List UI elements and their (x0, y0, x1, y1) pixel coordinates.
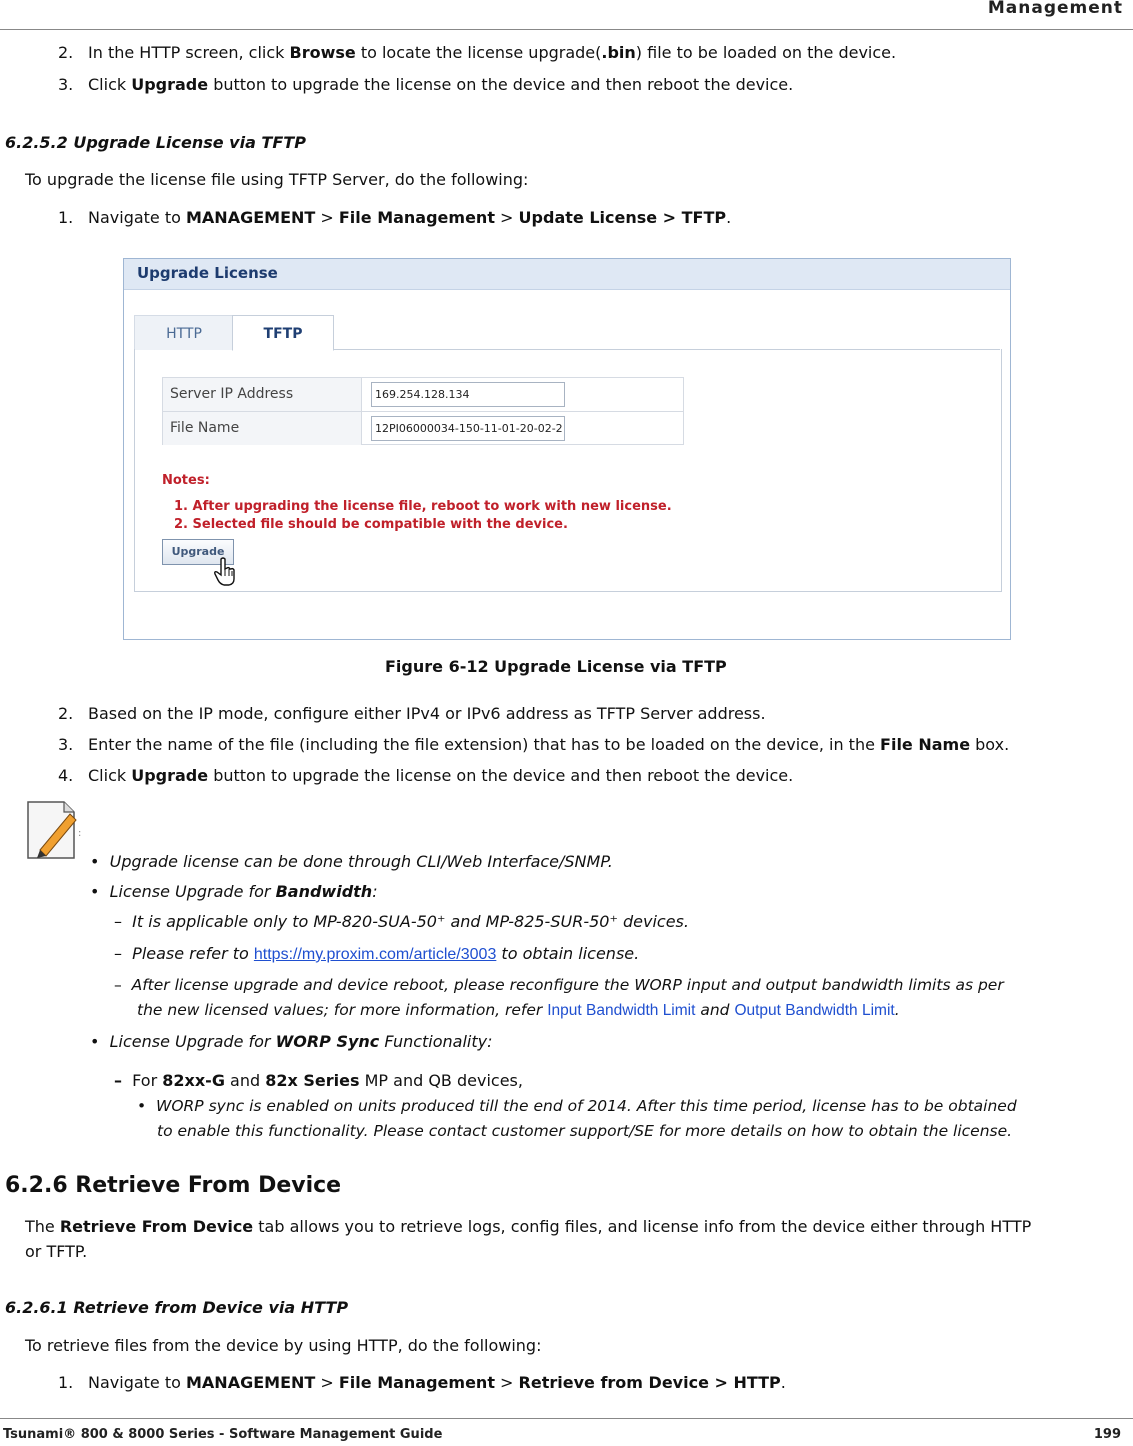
form-row-server-ip (163, 378, 683, 411)
tab-http[interactable]: HTTP (134, 315, 234, 350)
server-ip-label: Server IP Address (170, 386, 294, 402)
note-pencil-icon (26, 800, 82, 860)
hand-cursor-icon (214, 557, 236, 587)
file-name-label: File Name (170, 420, 240, 436)
proxim-license-link[interactable]: https://my.proxim.com/article/3003 (253, 946, 497, 963)
upgrade-button[interactable]: Upgrade (162, 539, 234, 565)
note-bullet-3: • License Upgrade for WORP Sync Functionality: (90, 1032, 493, 1051)
page-header-title: Management (987, 0, 1123, 18)
step-2-browse: 2. In the HTTP screen, click Browse to locate the license upgrade(.bin) file to be loaded on the device. (58, 43, 897, 62)
svg-text::: : (78, 828, 82, 839)
note-item-1: 1. After upgrading the license file, reboot to work with new license. (174, 499, 672, 514)
figure-caption: Figure 6-12 Upgrade License via TFTP (385, 657, 727, 676)
tab-tftp[interactable]: TFTP (232, 315, 334, 351)
header-divider (0, 29, 1133, 30)
tftp-intro: To upgrade the license file using TFTP Server, do the following: (25, 170, 529, 189)
note-dash-3-line2: the new licensed values; for more information, refer Input Bandwidth Limit and Output Bandwidth Limit. (137, 1001, 900, 1019)
note-dash-4: – For 82xx-G and 82x Series MP and QB devices, (114, 1071, 523, 1090)
notes-title: Notes: (162, 473, 210, 488)
section-heading-retrieve-http: 6.2.6.1 Retrieve from Device via HTTP (5, 1298, 349, 1317)
retrieve-paragraph-line2: or TFTP. (25, 1242, 88, 1261)
server-ip-input[interactable]: 169.254.128.134 (371, 382, 565, 407)
footer-divider (0, 1418, 1133, 1419)
upgrade-license-screenshot (123, 258, 1011, 640)
note-dash-2: – Please refer to https://my.proxim.com/article/3003 to obtain license. (114, 944, 640, 963)
note-dash-3: – After license upgrade and device reboot, please reconfigure the WORP input and output bandwidth limits as per (114, 976, 1004, 994)
note-bullet-2: • License Upgrade for Bandwidth: (90, 882, 378, 901)
footer-guide-title: Tsunami® 800 & 8000 Series - Software Management Guide (3, 1427, 443, 1442)
input-bandwidth-limit-link[interactable]: Input Bandwidth Limit (547, 1002, 696, 1019)
step-3-upgrade: 3. Click Upgrade button to upgrade the license on the device and then reboot the device. (58, 75, 794, 94)
panel-title: Upgrade License (137, 264, 278, 282)
section-heading-retrieve: 6.2.6 Retrieve From Device (5, 1173, 342, 1198)
form-row-file-name (163, 411, 683, 445)
panel-title-bar (124, 259, 1010, 290)
tftp-step-4: 4. Click Upgrade button to upgrade the license on the device and then reboot the device. (58, 766, 794, 785)
file-name-input[interactable]: 12PI06000034-150-11-01-20-02-2 (371, 416, 565, 441)
note-item-2: 2. Selected file should be compatible with the device. (174, 517, 568, 532)
retrieve-step-1: 1. Navigate to MANAGEMENT > File Management > Retrieve from Device > HTTP. (58, 1373, 786, 1392)
note-sub-bullet-1-line2: to enable this functionality. Please contact customer support/SE for more details on how to obtain the license. (157, 1122, 1013, 1140)
tftp-step-2: 2. Based on the IP mode, configure either IPv4 or IPv6 address as TFTP Server address. (58, 704, 766, 723)
section-heading-tftp: 6.2.5.2 Upgrade License via TFTP (5, 133, 306, 152)
output-bandwidth-limit-link[interactable]: Output Bandwidth Limit (734, 1002, 895, 1019)
retrieve-intro: To retrieve files from the device by using HTTP, do the following: (25, 1336, 542, 1355)
note-bullet-1: • Upgrade license can be done through CLI/Web Interface/SNMP. (90, 852, 613, 871)
tab-bar (134, 315, 1000, 350)
note-sub-bullet-1: • WORP sync is enabled on units produced till the end of 2014. After this time period, license has to be obtained (137, 1097, 1017, 1115)
tftp-step-3: 3. Enter the name of the file (including the file extension) that has to be loaded on the device, in the File Name box. (58, 735, 1010, 754)
retrieve-paragraph: The Retrieve From Device tab allows you to retrieve logs, config files, and license info from the device either through HTTP (25, 1217, 1032, 1236)
page-number: 199 (1093, 1427, 1121, 1442)
note-dash-1: – It is applicable only to MP-820-SUA-50⁺ and MP-825-SUR-50⁺ devices. (114, 912, 689, 931)
tftp-step-1: 1. Navigate to MANAGEMENT > File Management > Update License > TFTP. (58, 208, 732, 227)
tftp-form-table (162, 377, 684, 445)
